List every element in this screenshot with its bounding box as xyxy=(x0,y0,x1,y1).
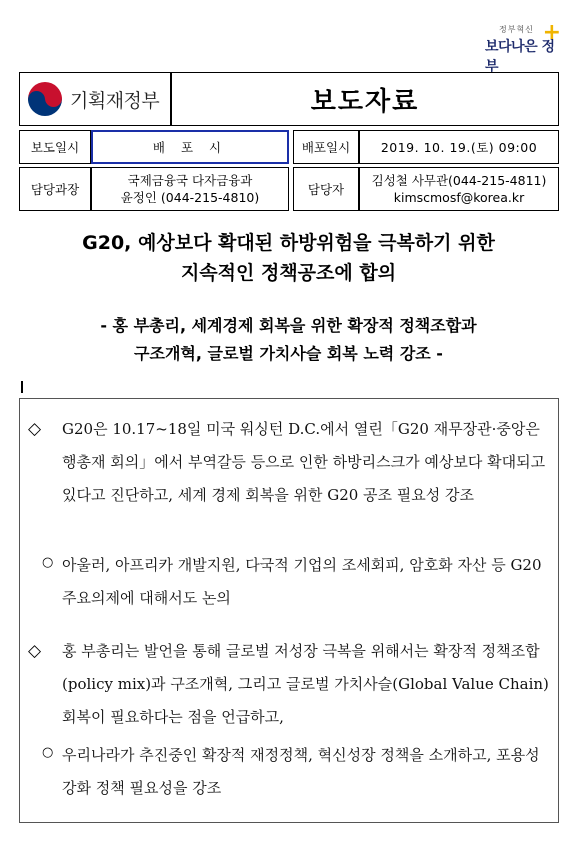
release-value: 2019. 10. 19.(토) 09:00 xyxy=(359,130,559,164)
ministry-name: 기획재정부 xyxy=(70,89,160,112)
paragraph-1: G20은 10.17~18일 미국 워싱턴 D.C.에서 열린「G20 재무장관·중앙은행총재 회의」에서 부역갈등 등으로 인한 하방리스크가 예상보다 확대되고 있다고 진단하고, 세계 경제 회복을 위한 G20 공조 필요성 강조 xyxy=(62,420,546,504)
government-innovation-logo xyxy=(485,20,561,75)
person-email: kimscmosf@korea.kr xyxy=(393,190,525,205)
person-info xyxy=(359,167,559,211)
diamond-bullet-icon: ◇ xyxy=(28,419,42,439)
person-line1: 김성철 사무관(044-215-4811) xyxy=(371,173,547,188)
header-contact-row xyxy=(19,167,559,211)
distribution-value: 배 포 시 xyxy=(91,130,289,164)
dept-line1: 국제금융국 다자금융과 xyxy=(127,173,253,188)
press-release-title: 보도자료 xyxy=(310,86,420,117)
distribution-label: 보도일시 xyxy=(19,130,91,164)
main-title-line1: G20, 예상보다 확대된 하방위험을 극복하기 위한 xyxy=(82,232,495,254)
circle-bullet-icon: ○ xyxy=(42,745,54,760)
margin-tick xyxy=(21,381,23,393)
sub-title-line2: 구조개혁, 글로벌 가치사슬 회복 노력 강조 - xyxy=(134,344,443,363)
circle-bullet-icon: ○ xyxy=(42,555,54,570)
paragraph-2: 아울러, 아프리카 개발지원, 다국적 기업의 조세회피, 암호화 자산 등 G20 주요의제에 대해서도 논의 xyxy=(62,556,542,607)
taegeuk-emblem-icon xyxy=(28,82,62,116)
person-label: 담당자 xyxy=(293,167,359,211)
release-label: 배포일시 xyxy=(293,130,359,164)
plus-icon: + xyxy=(542,20,561,45)
dept-line2: 윤정인 (044-215-4810) xyxy=(120,190,260,205)
header-date-row xyxy=(19,130,559,164)
header-title-row xyxy=(19,72,559,126)
content-box xyxy=(19,398,559,823)
ministry-logo xyxy=(20,73,172,125)
dept-label: 담당과장 xyxy=(19,167,91,211)
paragraph-4: 우리나라가 추진중인 확장적 재정정책, 혁신성장 정책을 소개하고, 포용성 강화 정책 필요성을 강조 xyxy=(62,746,540,797)
main-title-line2: 지속적인 정책공조에 합의 xyxy=(180,262,397,284)
paragraph-3: 홍 부총리는 발언을 통해 글로벌 저성장 극복을 위해서는 확장적 정책조합(policy mix)과 구조개혁, 그리고 글로벌 가치사슬(Global Value Chain) 회복이 필요하다는 점을 언급하고, xyxy=(62,642,549,726)
logo-small-text: 정부혁신 xyxy=(499,25,534,34)
diamond-bullet-icon: ◇ xyxy=(28,641,42,661)
logo-big-text: 보다나은 정부 xyxy=(485,39,555,75)
dept-info xyxy=(91,167,289,211)
sub-title-line1: - 홍 부총리, 세계경제 회복을 위한 확장적 정책조합과 xyxy=(100,316,477,335)
press-release-header xyxy=(19,72,559,211)
